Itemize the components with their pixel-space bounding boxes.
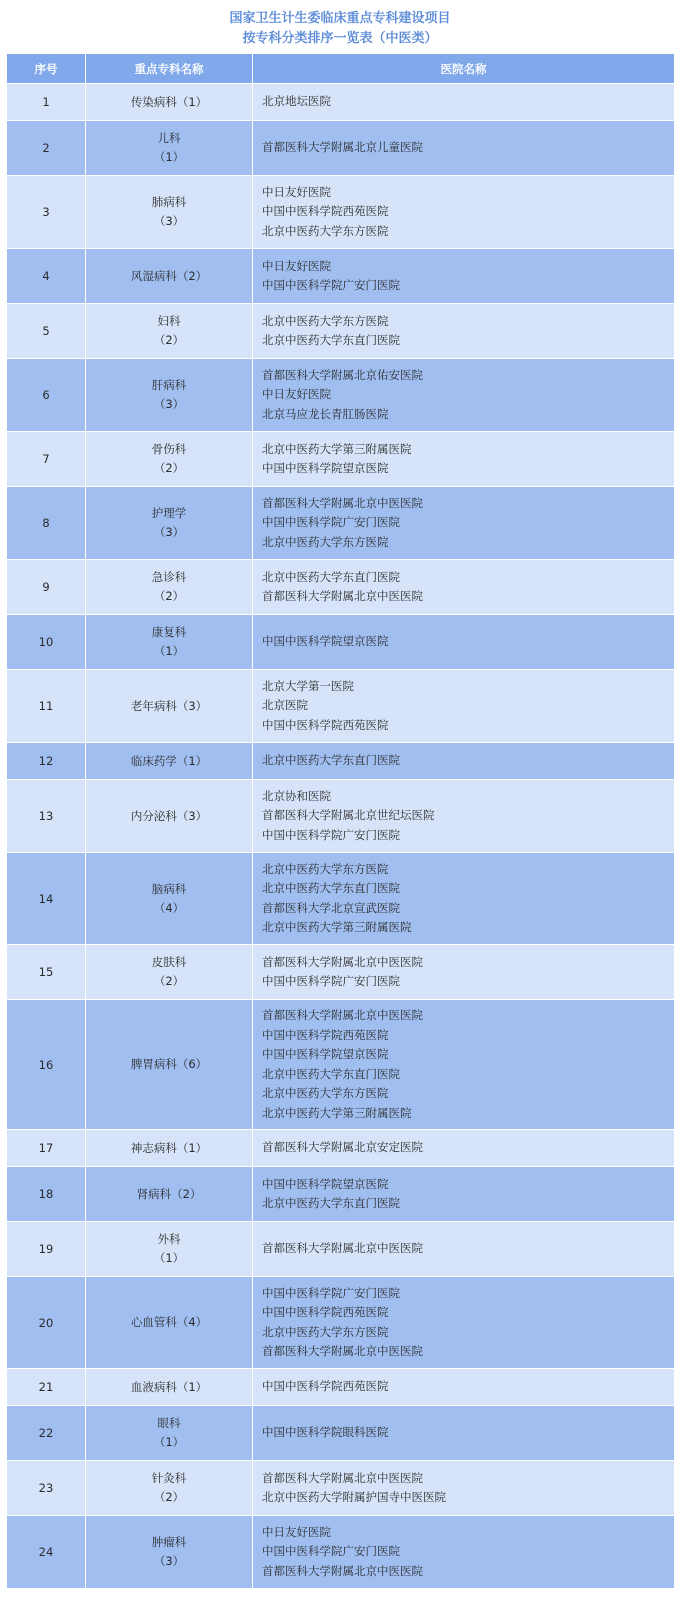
specialty-name-line: 临床药学（1）: [130, 753, 208, 768]
table-row: [7, 1222, 675, 1277]
hospital-name: 中国中医科学院广安门医院: [262, 1544, 400, 1559]
row-specialty-cell: [86, 432, 253, 487]
row-specialty-cell: [86, 743, 253, 780]
row-specialty-cell: [86, 176, 253, 249]
row-hospitals-cell: [253, 1369, 675, 1406]
row-hospitals-cell: [253, 432, 675, 487]
header-specialty-name: 重点专科名称: [86, 54, 253, 84]
table-row: [7, 1369, 675, 1406]
row-serial-number: 3: [7, 176, 86, 249]
hospital-name: 北京中医药大学东直门医院: [262, 1066, 400, 1081]
specialty-name-line: 神志病科（1）: [130, 1140, 208, 1155]
hospital-name: 北京中医药大学第三附属医院: [262, 441, 412, 456]
hospital-name: 北京中医药大学附属护国寺中医医院: [262, 1490, 446, 1504]
row-serial-number: 17: [7, 1130, 86, 1167]
table-header-row: [7, 54, 675, 84]
row-hospitals-cell: [253, 1222, 675, 1277]
row-serial-number: 24: [7, 1516, 86, 1589]
hospital-name: 北京中医药大学东方医院: [262, 223, 389, 238]
table-row: [7, 487, 675, 560]
row-specialty-cell: [86, 304, 253, 359]
row-serial-number: 4: [7, 249, 86, 304]
specialty-name-line: 脑病科: [151, 881, 187, 896]
table-row: [7, 1406, 675, 1461]
row-hospitals-cell: [253, 615, 675, 670]
hospital-name: 中国中医科学院望京医院: [262, 1176, 389, 1191]
row-hospitals-cell: [253, 176, 675, 249]
hospital-name: 北京中医药大学东直门医院: [262, 1196, 400, 1210]
table-row: [7, 780, 675, 853]
hospital-name: 首都医科大学附属北京中医医院: [262, 589, 423, 603]
row-specialty-cell: [86, 560, 253, 615]
specialty-name-line: 皮肤科: [151, 955, 187, 969]
row-specialty-cell: [86, 853, 253, 945]
specialty-name-line: （4）: [153, 900, 185, 915]
row-specialty-cell: [86, 945, 253, 1000]
row-serial-number: 13: [7, 780, 86, 853]
specialty-name-line: 心血管科（4）: [130, 1315, 208, 1329]
specialty-name-line: 针灸科: [151, 1471, 187, 1485]
specialty-name-line: 妇科: [157, 314, 181, 328]
table-row: [7, 1167, 675, 1222]
hospital-name: 中日友好医院: [262, 387, 331, 402]
specialty-name-line: （1）: [153, 150, 185, 164]
specialty-name-line: （1）: [153, 1251, 185, 1265]
hospital-name: 北京中医药大学东方医院: [262, 1324, 389, 1339]
specialty-name-line: 肿瘤科: [151, 1535, 187, 1549]
row-specialty-cell: [86, 1277, 253, 1369]
row-hospitals-cell: [253, 945, 675, 1000]
specialty-name-line: 康复科: [151, 625, 187, 639]
row-specialty-cell: [86, 487, 253, 560]
hospital-name: 中国中医科学院广安门医院: [262, 1285, 400, 1300]
row-hospitals-cell: [253, 487, 675, 560]
row-serial-number: 10: [7, 615, 86, 670]
row-serial-number: 9: [7, 560, 86, 615]
table-row: [7, 1130, 675, 1167]
specialty-name-line: （2）: [153, 1490, 185, 1504]
specialty-name-line: （2）: [153, 974, 185, 988]
specialty-name-line: （2）: [153, 333, 185, 347]
specialty-name-line: 肾病科（2）: [136, 1186, 202, 1201]
hospital-name: 北京中医药大学第三附属医院: [262, 1105, 412, 1120]
hospital-name: 中国中医科学院望京医院: [262, 461, 389, 475]
specialty-name-line: 血液病科（1）: [130, 1379, 208, 1394]
hospital-name: 中日友好医院: [262, 1524, 331, 1539]
table-row: [7, 432, 675, 487]
table-row: [7, 84, 675, 121]
specialty-name-line: 脾胃病科（6）: [130, 1057, 208, 1071]
title-line-1: 国家卫生计生委临床重点专科建设项目: [229, 11, 451, 26]
row-specialty-cell: [86, 84, 253, 121]
table-body: [7, 84, 675, 1589]
row-specialty-cell: [86, 1516, 253, 1589]
hospital-name: 首都医科大学附属北京佑安医院: [262, 367, 423, 382]
row-serial-number: 8: [7, 487, 86, 560]
specialty-name-line: （3）: [153, 397, 185, 411]
hospital-name: 中国中医科学院西苑医院: [262, 717, 389, 732]
specialty-name-line: （3）: [153, 214, 185, 228]
row-hospitals-cell: [253, 1000, 675, 1130]
row-specialty-cell: [86, 1222, 253, 1277]
table-row: [7, 304, 675, 359]
row-hospitals-cell: [253, 560, 675, 615]
specialty-name-line: 肺病科: [151, 195, 187, 209]
row-serial-number: 11: [7, 670, 86, 743]
specialty-name-line: （3）: [153, 1554, 185, 1568]
hospital-name: 首都医科大学附属北京中医医院: [262, 954, 423, 969]
row-specialty-cell: [86, 1461, 253, 1516]
hospital-name: 北京马应龙长青肛肠医院: [262, 406, 389, 421]
hospital-name: 北京中医药大学第三附属医院: [262, 920, 412, 934]
hospital-name: 中国中医科学院西苑医院: [262, 1379, 389, 1394]
hospital-name: 北京大学第一医院: [262, 678, 354, 693]
row-serial-number: 5: [7, 304, 86, 359]
table-row: [7, 1000, 675, 1130]
row-serial-number: 14: [7, 853, 86, 945]
row-specialty-cell: [86, 359, 253, 432]
row-hospitals-cell: [253, 743, 675, 780]
row-hospitals-cell: [253, 1461, 675, 1516]
specialty-name-line: （3）: [153, 525, 185, 539]
row-hospitals-cell: [253, 249, 675, 304]
row-specialty-cell: [86, 1130, 253, 1167]
row-specialty-cell: [86, 121, 253, 176]
hospital-name: 北京中医药大学东方医院: [262, 534, 389, 549]
row-hospitals-cell: [253, 670, 675, 743]
hospital-name: 中日友好医院: [262, 258, 331, 273]
specialty-name-line: 外科: [157, 1232, 181, 1246]
hospital-name: 首都医科大学北京宣武医院: [262, 900, 400, 915]
table-row: [7, 743, 675, 780]
specialty-name-line: （1）: [153, 1435, 185, 1449]
hospital-name: 首都医科大学附属北京中医医院: [262, 1470, 423, 1485]
table-row: [7, 1516, 675, 1589]
hospital-name: 北京中医药大学东方医院: [262, 313, 389, 328]
specialty-name-line: 儿科: [157, 131, 181, 145]
specialty-name-line: 骨伤科: [151, 442, 187, 456]
specialty-name-line: （2）: [153, 461, 185, 475]
table-row: [7, 615, 675, 670]
row-serial-number: 21: [7, 1369, 86, 1406]
row-serial-number: 1: [7, 84, 86, 121]
table-row: [7, 176, 675, 249]
row-serial-number: 7: [7, 432, 86, 487]
row-hospitals-cell: [253, 1167, 675, 1222]
row-hospitals-cell: [253, 1406, 675, 1461]
specialty-name-line: 内分泌科（3）: [130, 808, 208, 823]
row-hospitals-cell: [253, 359, 675, 432]
row-serial-number: 2: [7, 121, 86, 176]
hospital-name: 北京中医药大学东直门医院: [262, 881, 400, 895]
row-serial-number: 15: [7, 945, 86, 1000]
hospital-name: 北京中医药大学东直门医院: [262, 569, 400, 584]
table-row: [7, 670, 675, 743]
hospital-name: 首都医科大学附属北京中医医院: [262, 1008, 423, 1022]
row-serial-number: 16: [7, 1000, 86, 1130]
specialty-name-line: 风湿病科（2）: [130, 268, 208, 283]
hospital-name: 首都医科大学附属北京中医医院: [262, 1241, 423, 1256]
row-hospitals-cell: [253, 1130, 675, 1167]
row-specialty-cell: [86, 1000, 253, 1130]
row-hospitals-cell: [253, 853, 675, 945]
row-specialty-cell: [86, 615, 253, 670]
hospital-name: 中国中医科学院望京医院: [262, 634, 389, 649]
row-hospitals-cell: [253, 780, 675, 853]
table-row: [7, 121, 675, 176]
row-specialty-cell: [86, 1406, 253, 1461]
hospital-name: 中国中医科学院西苑医院: [262, 1027, 389, 1042]
table-row: [7, 853, 675, 945]
hospital-name: 北京协和医院: [262, 788, 331, 803]
row-specialty-cell: [86, 249, 253, 304]
hospital-name: 北京地坛医院: [262, 94, 331, 109]
specialty-name-line: （1）: [153, 644, 185, 658]
hospital-name: 中国中医科学院望京医院: [262, 1047, 389, 1061]
table-row: [7, 1277, 675, 1369]
specialty-name-line: 老年病科（3）: [130, 698, 208, 713]
specialty-name-line: 眼科: [157, 1416, 181, 1430]
hospital-name: 首都医科大学附属北京中医医院: [262, 495, 423, 510]
header-serial-number: 序号: [7, 54, 86, 84]
row-hospitals-cell: [253, 1516, 675, 1589]
table-row: [7, 1461, 675, 1516]
hospital-name: 首都医科大学附属北京世纪坛医院: [262, 808, 435, 823]
table-row: [7, 560, 675, 615]
row-serial-number: 22: [7, 1406, 86, 1461]
specialty-name-line: 护理学: [151, 506, 187, 520]
hospital-name: 中国中医科学院广安门医院: [262, 827, 400, 842]
hospital-name: 首都医科大学附属北京中医医院: [262, 1344, 423, 1358]
hospital-name: 中国中医科学院广安门医院: [262, 515, 400, 530]
row-hospitals-cell: [253, 1277, 675, 1369]
row-specialty-cell: [86, 670, 253, 743]
row-hospitals-cell: [253, 121, 675, 176]
table-row: [7, 945, 675, 1000]
specialty-name-line: 肝病科: [151, 378, 187, 392]
row-specialty-cell: [86, 1369, 253, 1406]
hospital-name: 北京中医药大学东直门医院: [262, 753, 400, 768]
hospital-name: 首都医科大学附属北京儿童医院: [262, 140, 423, 155]
table-row: [7, 249, 675, 304]
specialty-table: [6, 53, 675, 1589]
specialty-name-line: 急诊科: [151, 570, 187, 584]
hospital-name: 中国中医科学院广安门医院: [262, 974, 400, 988]
hospital-name: 北京中医药大学东方医院: [262, 861, 389, 876]
row-serial-number: 12: [7, 743, 86, 780]
row-hospitals-cell: [253, 84, 675, 121]
row-serial-number: 23: [7, 1461, 86, 1516]
row-serial-number: 18: [7, 1167, 86, 1222]
hospital-name: 中国中医科学院广安门医院: [262, 278, 400, 292]
title-line-2: 按专科分类排序一览表（中医类）: [242, 31, 438, 46]
hospital-name: 首都医科大学附属北京中医医院: [262, 1563, 423, 1578]
hospital-name: 中日友好医院: [262, 184, 331, 199]
row-specialty-cell: [86, 1167, 253, 1222]
document-title: [0, 9, 680, 49]
hospital-name: 北京中医药大学东方医院: [262, 1086, 389, 1100]
hospital-name: 首都医科大学附属北京安定医院: [262, 1140, 423, 1155]
hospital-name: 北京中医药大学东直门医院: [262, 333, 400, 347]
hospital-name: 北京医院: [262, 698, 308, 713]
row-serial-number: 19: [7, 1222, 86, 1277]
row-serial-number: 6: [7, 359, 86, 432]
row-hospitals-cell: [253, 304, 675, 359]
table-row: [7, 359, 675, 432]
row-specialty-cell: [86, 780, 253, 853]
specialty-name-line: 传染病科（1）: [130, 94, 208, 109]
header-hospital-name: 医院名称: [253, 54, 675, 84]
hospital-name: 中国中医科学院西苑医院: [262, 1305, 389, 1319]
specialty-name-line: （2）: [153, 589, 185, 603]
row-serial-number: 20: [7, 1277, 86, 1369]
hospital-name: 中国中医科学院眼科医院: [262, 1425, 389, 1440]
hospital-name: 中国中医科学院西苑医院: [262, 204, 389, 219]
